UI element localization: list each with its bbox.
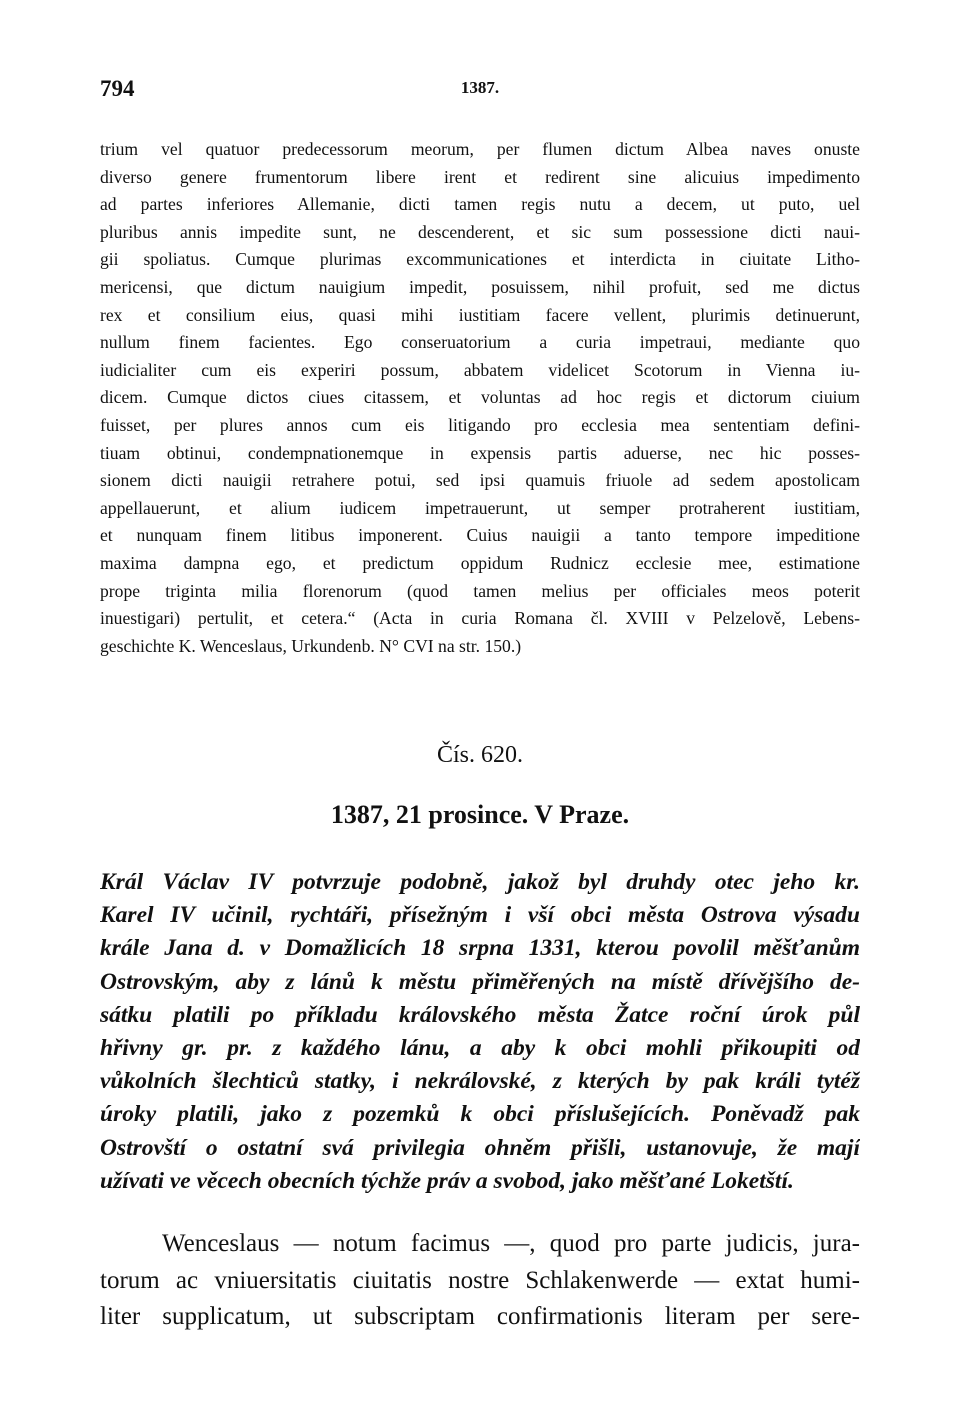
text-line: nullum finem facientes. Ego conseruatorium a curia impetraui, mediante quo bbox=[100, 332, 860, 353]
abstract-line: hřivny gr. pr. z každého lánu, a aby k obci mohli přikoupiti od bbox=[100, 1034, 860, 1061]
abstract-line: Ostrovským, aby z lánů k městu přiměřených na místě dřívějšího de- bbox=[100, 968, 860, 995]
czech-abstract bbox=[100, 866, 860, 1198]
text-line: geschichte K. Wenceslaus, Urkundenb. N° CVI na str. 150.) bbox=[100, 635, 522, 656]
charter-text bbox=[100, 1226, 860, 1336]
text-line: maxima dampna ego, et predictum oppidum Rudnicz ecclesie mee, estimatione bbox=[100, 552, 860, 573]
text-line: tiuam obtinui, condempnationemque in expensis partis aduerse, nec hic posses- bbox=[100, 442, 860, 463]
abstract-line: úroky platili, jako z pozemků k obci příslušejících. Poněvadž pak bbox=[100, 1101, 860, 1128]
text-line: sionem dicti nauigii retrahere potui, sed ipsi quamuis friuole ad sedem apostolicam bbox=[100, 470, 860, 491]
text-line: prope triginta milia florenorum (quod tamen melius per officiales meos poterit bbox=[100, 580, 860, 601]
abstract-line: Ostrovští o ostatní svá privilegia ohněm přišli, ustanovuje, že mají bbox=[100, 1134, 860, 1161]
text-line: dicem. Cumque dictos ciues citassem, et voluntas ad hoc regis et dictorum ciuium bbox=[100, 387, 860, 408]
abstract-line: Král Václav IV potvrzuje podobně, jakož byl druhdy otec jeho kr. bbox=[100, 869, 860, 895]
abstract-line: vůkolních šlechticů statky, i nekrálovské, z kterých by pak králi tytéž bbox=[100, 1068, 860, 1095]
abstract-line: užívati ve věcech obecních týchže práv a svobod, jako měšťané Loketští. bbox=[100, 1167, 794, 1194]
text-line: iudicialiter cum eis experiri possum, abbatem videlicet Scotorum in Vienna iu- bbox=[100, 359, 860, 380]
charter-line: Wenceslaus — notum facimus —, quod pro parte judicis, jura- bbox=[162, 1230, 860, 1257]
text-line: mericensi, que dictum nauigium impedit, posuissem, nihil profuit, sed me dictus bbox=[100, 276, 860, 297]
text-line: et nunquam finem litibus imponerent. Cuius nauigii a tanto tempore impeditione bbox=[100, 525, 860, 546]
text-line: ad partes inferiores Allemanie, dicti tamen regis nutu a decem, ut puto, uel bbox=[100, 194, 860, 215]
text-line: appellauerunt, et alium iudicem impetrauerunt, ut semper protraherent iustitiam, bbox=[100, 497, 860, 518]
text-line: inuestigari) pertulit, et cetera.“ (Acta in curia Romana čl. XVIII v Pelzelově, Lebens- bbox=[100, 608, 860, 629]
document-number: Čís. 620. bbox=[436, 742, 523, 768]
text-line: rex et consilium eius, quasi mihi iustitiam facere vellent, plurimis detinuerunt, bbox=[100, 304, 860, 325]
abstract-line: krále Jana d. v Domažlicích 18 srpna 1331, kterou povolil měšťanům bbox=[100, 935, 860, 962]
charter-line: torum ac vniuersitatis ciuitatis nostre Schlakenwerde — extat humi- bbox=[100, 1266, 860, 1294]
latin-quotation-paragraph bbox=[100, 136, 860, 660]
page-header bbox=[100, 76, 860, 106]
document-date-place: 1387, 21 prosince. V Praze. bbox=[330, 800, 630, 829]
running-header-year: 1387. bbox=[460, 78, 500, 97]
page-number: 794 bbox=[100, 76, 135, 101]
charter-line: liter supplicatum, ut subscriptam confirmationis literam per sere- bbox=[100, 1303, 860, 1330]
text-line: fuisset, per plures annos cum eis litigando pro ecclesia mea sententiam defini- bbox=[100, 414, 860, 435]
abstract-line: sátku platili po příkladu královského města Žatce roční úrok půl bbox=[100, 1001, 860, 1028]
text-line: diverso genere frumentorum libere irent et redirent sine alicuius impedimento bbox=[100, 166, 860, 187]
abstract-line: Karel IV učinil, rychtáři, přísežným i vší obci města Ostrova výsadu bbox=[100, 902, 860, 929]
text-line: trium vel quatuor predecessorum meorum, per flumen dictum Albea naves onuste bbox=[100, 139, 860, 159]
text-line: pluribus annis impedite sunt, ne descenderent, et sic sum possessione dicti naui- bbox=[100, 221, 860, 242]
text-line: gii spoliatus. Cumque plurimas excommunicationes et interdicta in ciuitate Litho- bbox=[100, 249, 860, 270]
